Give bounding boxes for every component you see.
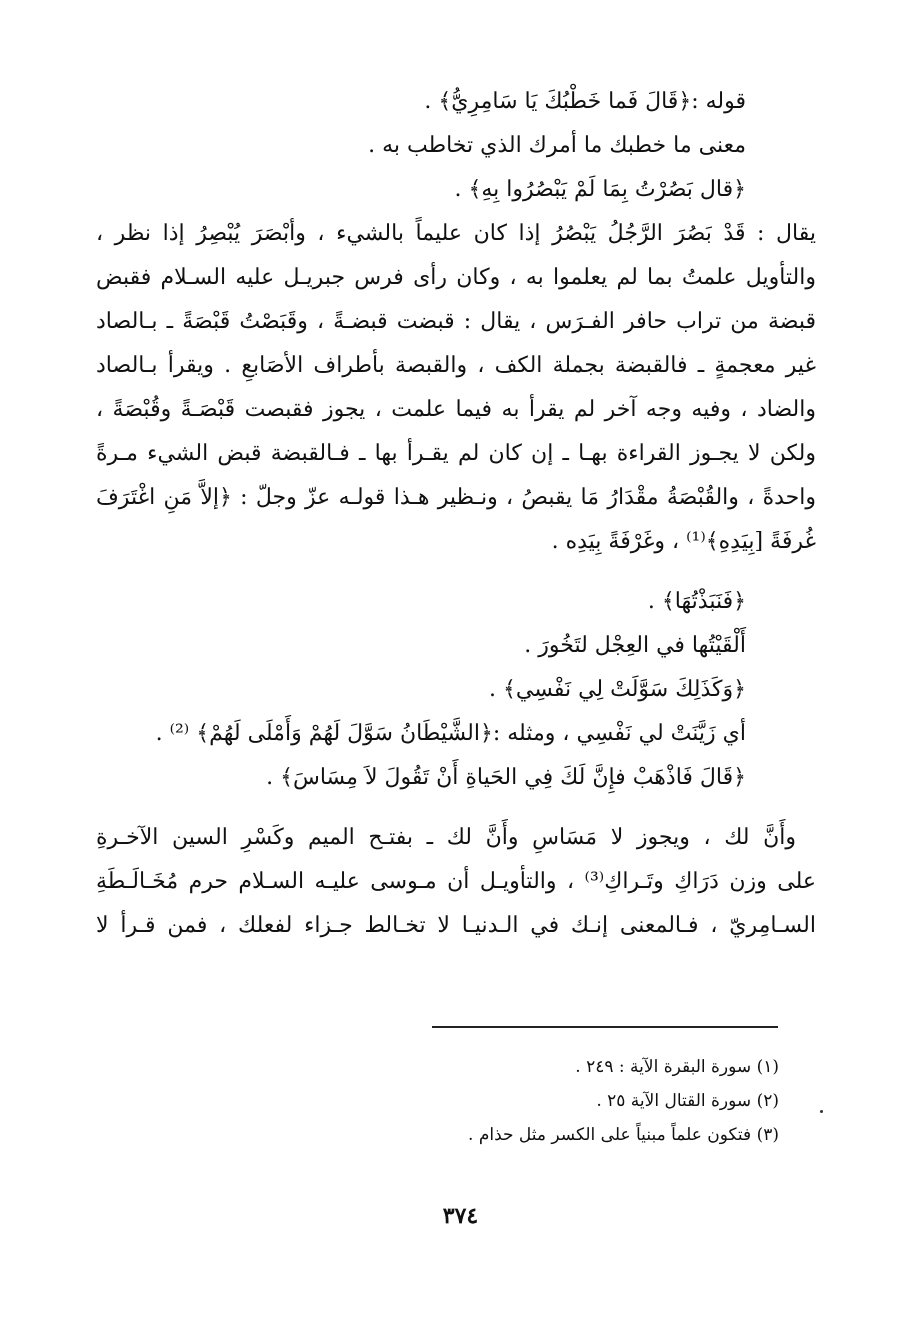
text-line-13: أَلْقَيْتُها في العِجْل لتَخُورَ . (524, 633, 746, 658)
footnotes (279, 1050, 779, 1152)
text-line-11: غُرفَةً [بِيَدِهِ﴾⁽¹⁾ ، وغَرْفَةً بِيَدِه . (551, 529, 816, 554)
text-line-8: والضاد ، وفيه وجه آخر لم يقرأ به فيما علمت ، يجوز فقبصت قَبْصَـةً وقُبْصَةً ، (96, 397, 816, 422)
text-line-7: غير معجمةٍ ـ فالقبضة بجملة الكف ، والقبصة بأطراف الأصَابعِ . ويقرأ بـالصاد (96, 353, 816, 378)
footnote-3: (٣) فتكون علماً مبنياً على الكسر مثل حذام . (468, 1125, 779, 1145)
text-line-17: وأَنَّ لك ، ويجوز لا مَسَاسِ وأَنَّ لك ـ بفتـح الميم وكَسْرِ السين الآخـرةِ (96, 825, 796, 850)
paragraph-gap (96, 800, 816, 816)
text-line-6: قبضة من تراب حافر الفـرَس ، يقال : قبضت قبضـةً ، وقَبَصْتُ قَبْصَةً ـ بـالصاد (96, 309, 816, 334)
text-line-4: يقال : قَدْ بَصُرَ الرَّجُلُ يَبْصُرُ إذا كان عليماً بالشيء ، وأبْصَرَ يُبْصِرُ إذا نظر ، (96, 221, 816, 246)
text-line-14: ﴿وَكَذَلِكَ سَوَّلَتْ لِي نَفْسِي﴾ . (489, 677, 746, 702)
scan-speck (820, 1110, 823, 1113)
page-number: ٣٧٤ (442, 1203, 479, 1229)
footnote-divider (432, 1026, 778, 1028)
footnote-1: (١) سورة البقرة الآية : ٢٤٩ . (575, 1057, 779, 1077)
text-line-19: السـامِريّ ، فـالمعنى إنـك في الـدنيـا لا تخـالط جـزاء لفعلك ، فمن قـرأ لا (96, 913, 816, 938)
text-line-1: قوله :﴿قَالَ فَما خَطْبُكَ يَا سَامِرِيُّ﴾ . (424, 89, 746, 114)
text-line-9: ولكن لا يجـوز القراءة بهـا ـ إن كان لم يقـرأ بها ـ فـالقبضة قبض الشيء مـرةً (96, 441, 816, 466)
main-text (96, 80, 816, 948)
text-line-3: ﴿قال بَصُرْتُ بِمَا لَمْ يَبْصُرُوا بِهِ﴾ . (454, 177, 746, 202)
paragraph-gap (96, 564, 816, 580)
footnote-2: (٢) سورة القتال الآية ٢٥ . (596, 1091, 779, 1111)
text-line-15: أي زَيَّنَتْ لي نَفْسِي ، ومثله :﴿الشَّيْطَانُ سَوَّلَ لَهُمْ وَأَمْلَى لَهُمْ﴾ ⁽²⁾ . (155, 721, 746, 746)
text-line-18: على وزن دَرَاكِ وتَـراكِ⁽³⁾ ، والتأويـل أن مـوسى عليـه السـلام حرم مُخَـالَـطَةِ (96, 869, 816, 894)
text-line-2: معنى ما خطبك ما أمرك الذي تخاطب به . (368, 133, 746, 158)
text-line-5: والتأويل علمتُ بما لم يعلموا به ، وكان رأى فرس جبريـل عليه السـلام فقبض (96, 265, 816, 290)
text-line-12: ﴿فَنَبَذْتُهَا﴾ . (647, 589, 746, 614)
text-line-16: ﴿قَالَ فَاذْهَبْ فإِنَّ لَكَ فِي الحَياةِ أَنْ تَقُولَ لاَ مِسَاسَ﴾ . (266, 765, 746, 790)
text-line-10: واحدةً ، والقُبْصَةُ مقْدَارُ مَا يقبصُ ، ونـظير هـذا قولـه عزّ وجلّ : ﴿إلاَّ مَنِ اغْتَرَفَ (96, 485, 816, 510)
